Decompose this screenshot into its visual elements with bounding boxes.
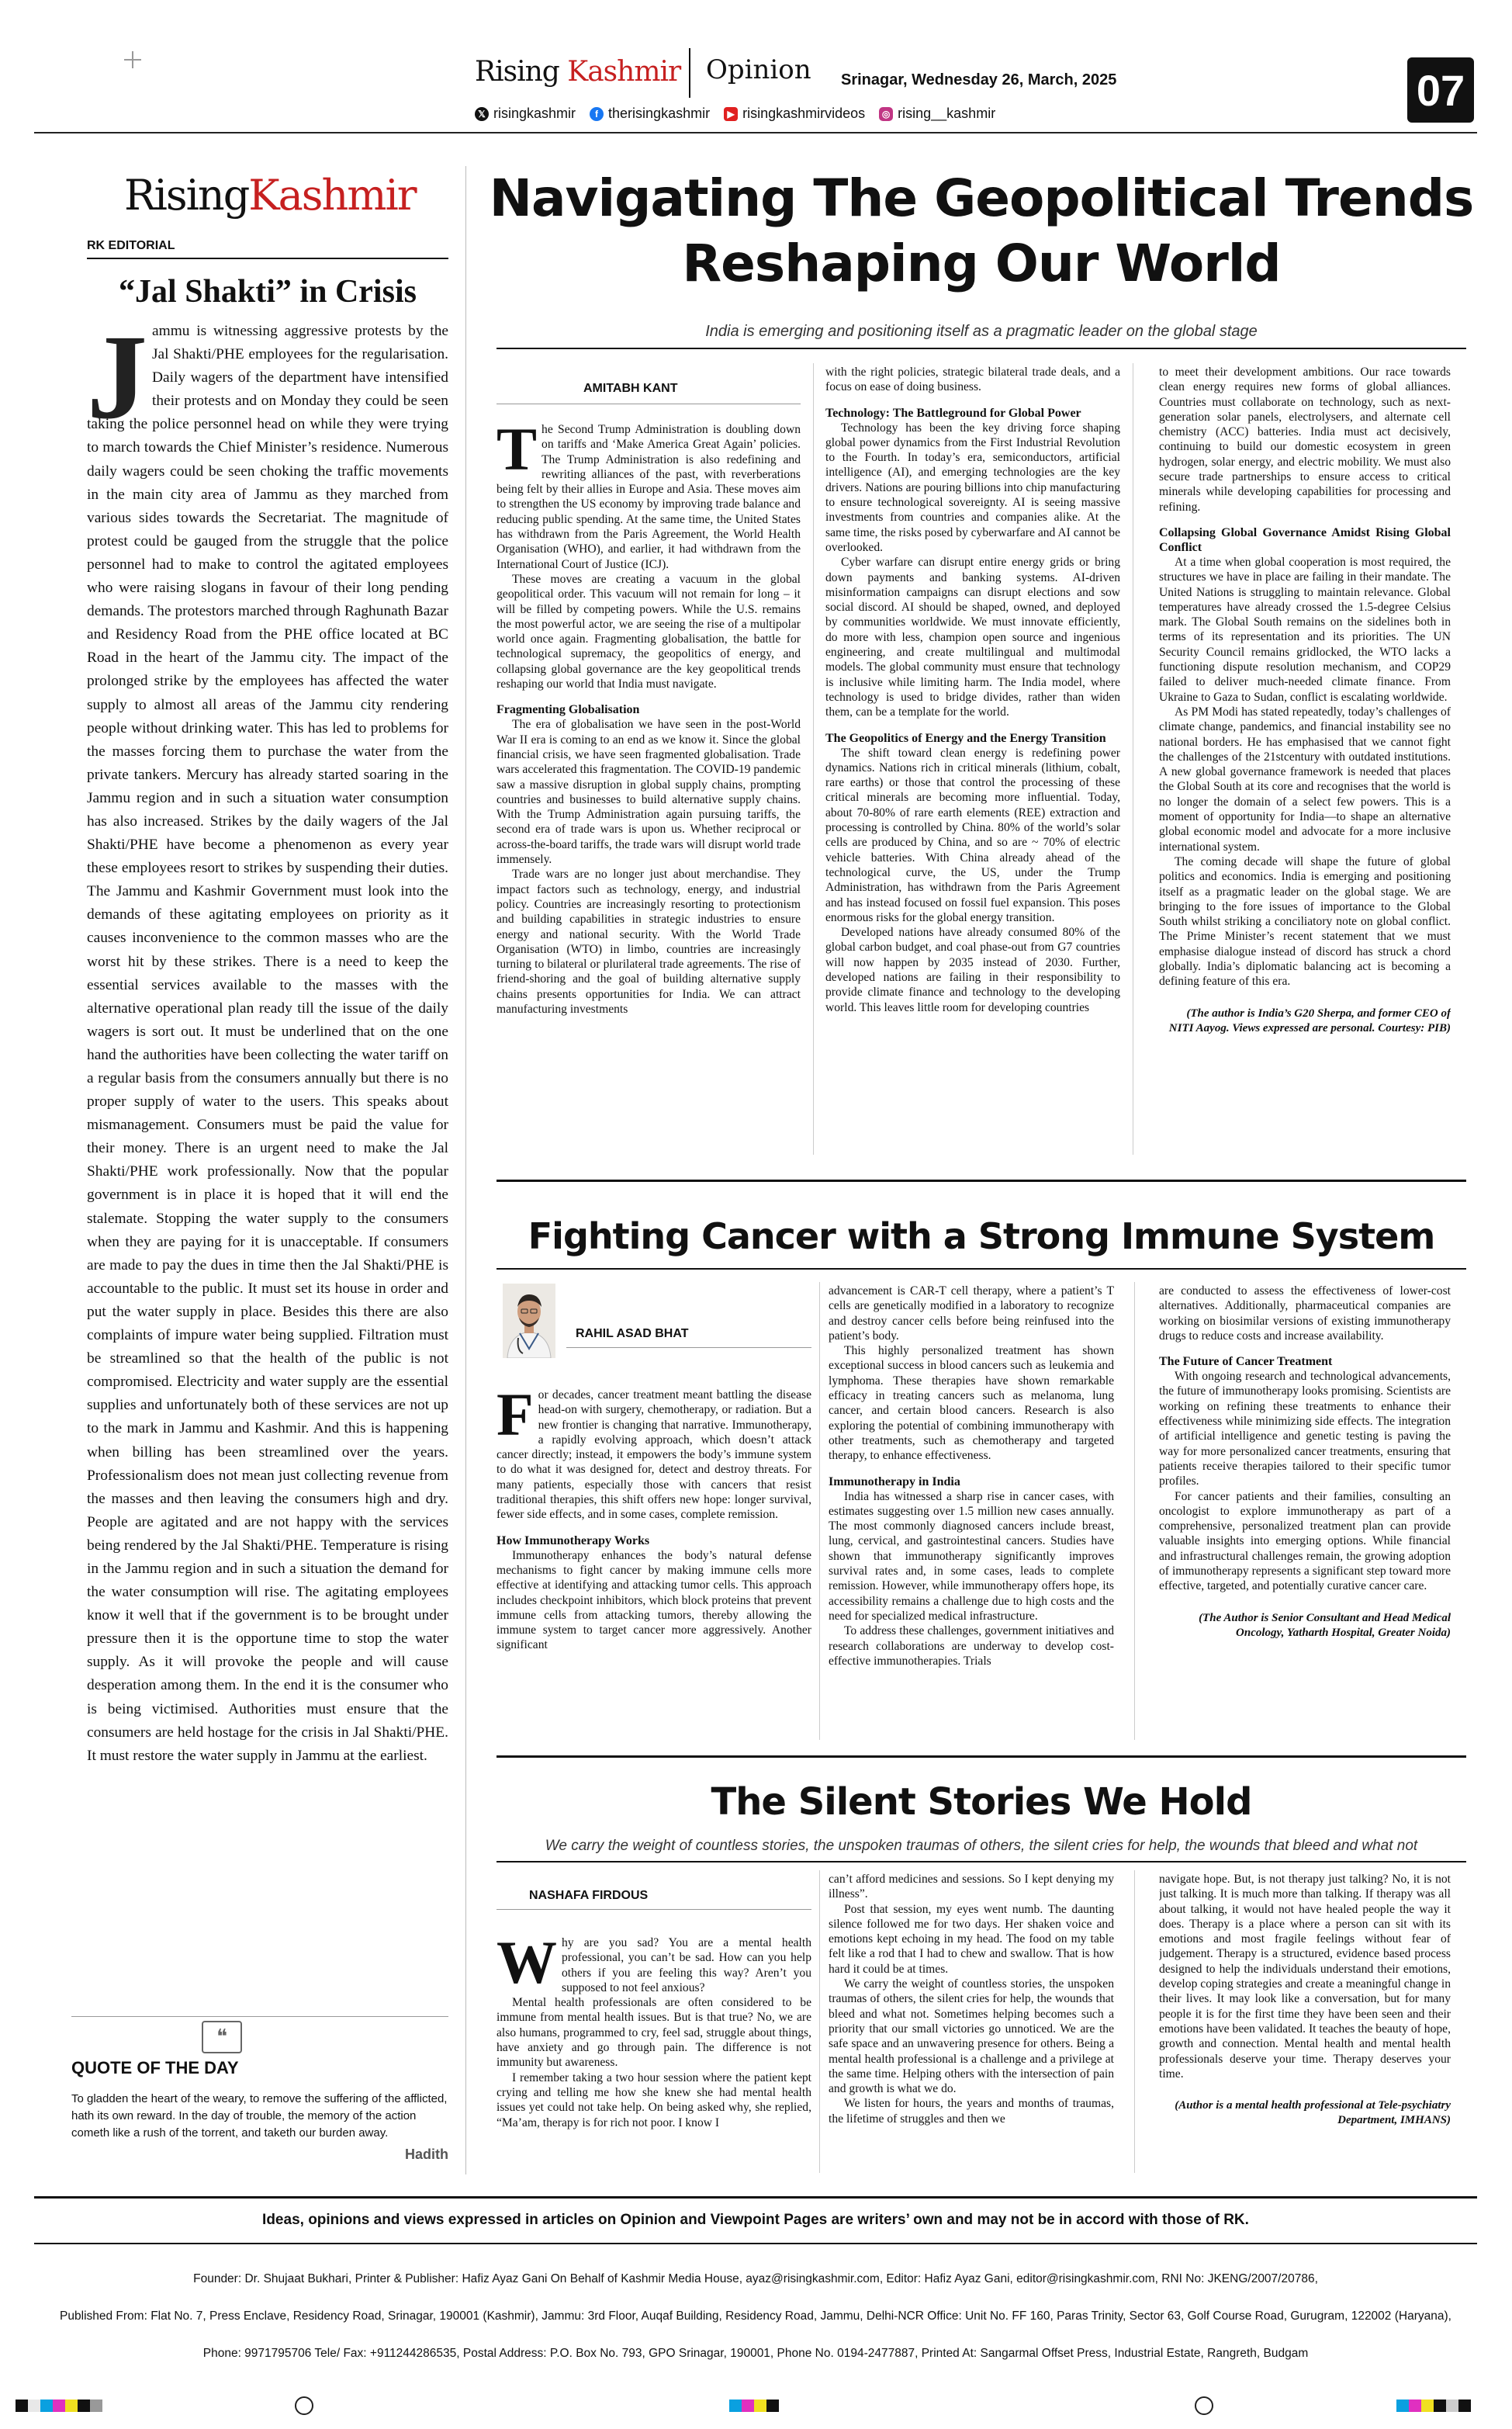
paragraph: Trade wars are no longer just about merchandise. They impact factors such as technology, energy, and industrial policy. Countries are increasingly resorting to protectionism and building capabilities in strategic industries to ensure energy and national security. With the World Trade Organisation (WTO) in limbo, countries are increasingly turning to bilateral or plurilateral trade agreements. The rise of friend-shoring and the goal of building alternative supply chains presents opportunities for India. We can attract manufacturing investments <box>497 868 801 1016</box>
paragraph: Post that session, my eyes went numb. The daunting silence followed me for two days. Her shaken voice and emotions kept echoing in my head. The food on my table felt like a rod that I had to chew and swallow. That is how hard it could be at times. <box>829 1902 1114 1976</box>
article2-byline: RAHIL ASAD BHAT <box>576 1327 689 1340</box>
article2-col2 <box>829 1284 1114 1741</box>
paragraph: advancement is CAR-T cell therapy, where a patient’s T cells are genetically modified in a laboratory to recognize and destroy cancer cells before being reinfused into the patient’s body. <box>829 1284 1114 1343</box>
paragraph: with the right policies, strategic bilateral trade deals, and a focus on ease of doing business. <box>825 366 1120 394</box>
article2-rule <box>497 1268 1466 1270</box>
header-divider <box>689 48 690 98</box>
social-handle: risingkashmirvideos <box>742 106 866 121</box>
paragraph: navigate hope. But, is not therapy just talking? No, it is not just talking. It is much more than talking. If therapy was all about talking, it would not have healed people the way it does. Therapy is a place where a person can sit with its emotions and most fragile feelings without fear of judgement. Therapy is a structured, evidence based process designed to help the individuals understand their emotions, develop coping strategies and create a meaningful change in their lives. It may look like a conversation, but for many people it is for the first time they have been seen and their emotions have been validated. It teaches the beauty of hope, growth and connection. Mental health and mental health professionals deserve your time. Therapy deserves your time. <box>1159 1873 1451 2081</box>
logo-kashmir: Kashmir <box>248 171 416 220</box>
column-divider <box>819 1870 820 2173</box>
footer-line-founder: Founder: Dr. Shujaat Bukhari, Printer & Publisher: Hafiz Ayaz Gani On Behalf of Kashmir Media House, ayaz@risingkashmir.com, Editor: Hafiz Ayaz Gani, editor@risingkashmir.com, RNI No: JKENG/2007/20786, <box>193 2272 1318 2285</box>
print-color-bar-center <box>729 2400 779 2412</box>
article1-title: Navigating The Geopolitical Trends Reshaping Our World <box>489 168 1474 293</box>
footer-rule <box>34 2196 1477 2199</box>
paragraph: or decades, cancer treatment meant battling the disease head-on with surgery, chemotherapy, or radiation. But a new frontier is changing that narrative. Immunotherapy, a rapidly evolving approach, which doesn’t attack cancer directly; instead, it empowers the body’s immune system to do what it was designed for, detect and destroy threats. For many patients, especially those with cancers that resist traditional therapies, this shift offers new hope: longer survival, fewer side effects, and in some cases, complete remission. <box>497 1388 811 1522</box>
x-icon: 𝕏 <box>475 107 489 121</box>
masthead-brand <box>475 56 680 88</box>
article3-rule <box>497 1861 1466 1862</box>
facebook-icon: f <box>590 107 604 121</box>
footer-disclaimer: Ideas, opinions and views expressed in articles on Opinion and Viewpoint Pages are writers’ own and may not be in accord with those of RK. <box>262 2212 1249 2228</box>
paragraph: We carry the weight of countless stories, the unspoken traumas of others, the silent cries for help, the wounds that bleed and what not. Sometimes helping becomes such a priority that our small victories go unnoticed. We are the safe space and an unwavering presence for others. Being a mental health professional is a challenge and a privilege at the same time. Helping others with the intersection of pain and growth is what we do. <box>829 1977 1114 2096</box>
social-instagram[interactable] <box>879 106 995 122</box>
article1-col1 <box>497 422 801 1156</box>
subheading: Fragmenting Globalisation <box>497 703 640 717</box>
article3-title: The Silent Stories We Hold <box>711 1780 1252 1824</box>
paragraph: The coming decade will shape the future of global politics and economics. India is emerging and positioning itself as a pragmatic leader on the global stage. We are bringing to the fore issues of importance to the Global South whilst striking a conciliatory note on global conflict. The Prime Minister’s recent statement that we must emphasise dialogue instead of discord has struck a chord globally. India’s diplomatic balancing act is becoming a defining feature of this era. <box>1159 854 1451 989</box>
article3-subtitle: We carry the weight of countless stories, the unspoken traumas of others, the silent cries for help, the wounds that bleed and what not <box>545 1838 1418 1854</box>
article2-dropcap: F <box>497 1388 534 1448</box>
social-handle: risingkashmir <box>493 106 576 121</box>
registration-mark <box>1195 2396 1213 2415</box>
paragraph: can’t afford medicines and sessions. So I kept denying my illness”. <box>829 1873 1114 1901</box>
article3-col2 <box>829 1872 1114 2174</box>
print-color-bar-right <box>1396 2400 1471 2412</box>
brand-rising: Rising <box>475 56 559 88</box>
article2-title: Fighting Cancer with a Strong Immune System <box>528 1215 1435 1257</box>
page-number: 07 <box>1407 57 1474 123</box>
editorial-text: ammu is witnessing aggressive protests by the Jal Shakti/PHE employees for the regularisation. Daily wagers of the department have intensified their protests and on Monday they could be seen taking the police personnel head on while they were trying to march towards the Chief Minister’s residence. Numerous daily wagers could be seen choking the traffic movements in the main city area of Jammu as they marched from various sides towards the Secretariat. The magnitude of protest could be gauged from the struggle that the police personnel had to make to control the agitated employees who were raising slogans in favour of their long pending demands. The protestors marched through Raghunath Bazar and Residency Road from the PHE office located at BC Road in the heart of the Jammu city. The impact of the prolonged strike by the employees has affected the water supply to almost all areas of the Jammu city rendering people without drinking water. This has led to problems for the masses forcing them to purchase the water from the private tankers. Mercury has already started soaring in the Jammu region and in such a situation water consumption has also increased. Strikes by the daily wagers of the Jal Shakti/PHE have become a phenomenon as every year these employees resort to strikes by suspending their duties. The Jammu and Kashmir Government must look into the demands of these agitating employees on priority as it causes inconvenience to the common masses who are the worst hit by these strikes. There is a need to keep the essential services available to the masses with the alternative operational plan ready till the issue of the daily wagers is sort out. It must be underlined that on the one hand the authorities have been collecting the water tariff on a regular basis from the consumers annually but there is no proper supply of water to the users. This speaks about mismanagement. Consumers must be paid the value for their money. There is an urgent need to make the Jal Shakti/PHE work professionally. Now that the popular government is in place it is hoped that it will end the stalemate. Stopping the water supply to the consumers when they are paying for it is unacceptable. If consumers are made to pay the dues in time then the Jal Shakti/PHE is accountable to the public. It must set its house in order and put the water supply in place. Besides this there are also complaints of impure water being supplied. Filtration must be streamlined so that the health of the public is not compromised. Electricity and water supply are the essential supplies and unfortunately both of these services are not up to the mark in Jammu and Kashmir. And this is happening when billing has been streamlined over the years. Professionalism does not mean just collecting revenue from the masses and then leaving the consumers high and dry. People are agitated and are not happy with the services being rendered by the Jal Shakti/PHE. Temperature is rising in the Jammu region and in such a situation the demand for the water consumption will rise. The agitating employees know it well that if the government is to be brought under pressure then it is the opportune time to stop the water supply. As it will provoke the people and will cause desperation among them. In the end it is the consumer who is being victimised. Authorities must ensure that the consumers are held hostage for the crisis in Jal Shakti/PHE. It must restore the water supply in Jammu at the earliest. <box>87 323 448 1764</box>
editorial-rule <box>87 258 448 259</box>
instagram-icon: ◎ <box>879 107 893 121</box>
paragraph: India has witnessed a sharp rise in cancer cases, with estimates suggesting over 1.5 million new cases annually. The most commonly diagnosed cancers include breast, lung, cervical, and gastrointestinal cancers. Studies have shown that immunotherapy significantly improves survival rates and, in some cases, leads to complete remission. However, while immunotherapy offers hope, its accessibility remains a challenge due to high costs and the need for specialized medical infrastructure. <box>829 1489 1114 1623</box>
subheading: How Immunotherapy Works <box>497 1533 650 1547</box>
article1-byline: AMITABH KANT <box>583 382 678 395</box>
paragraph: I remember taking a two hour session where the patient kept crying and telling me how she knew she had mental health issues yet could not take help. On being asked why, she replied, “Ma’am, therapy is for rich not poor. I know I <box>497 2070 811 2129</box>
article3-credit: (Author is a mental health professional at Tele-psychiatry Department, IMHANS) <box>1175 2099 1451 2127</box>
subheading: Technology: The Battleground for Global Power <box>825 406 1081 420</box>
paragraph: hy are you sad? You are a mental health professional, you can’t be sad. How can you help others if you are feeling this way? Aren’t you supposed to not feel anxious? <box>562 1936 811 1994</box>
column-divider <box>813 363 814 1155</box>
article3-col1 <box>497 1935 811 2171</box>
quote-title: QUOTE OF THE DAY <box>71 2058 239 2077</box>
article2-credit: (The Author is Senior Consultant and Head Medical Oncology, Yatharth Hospital, Greater Noida) <box>1199 1611 1451 1639</box>
quote-text: To gladden the heart of the weary, to remove the suffering of the afflicted, hath its own reward. In the day of trouble, the memory of the action cometh like a rush of the torrent, and taketh our burden away. <box>71 2092 448 2140</box>
article1-credit: (The author is India’s G20 Sherpa, and former CEO of NITI Aayog. Views expressed are personal. Courtesy: PIB) <box>1168 1007 1451 1034</box>
column-divider <box>819 1282 820 1740</box>
social-youtube[interactable] <box>724 106 865 122</box>
editorial-body <box>87 320 448 2008</box>
article1-rule <box>497 348 1466 349</box>
section-rule <box>497 1180 1466 1182</box>
social-links <box>475 106 995 122</box>
article2-col3 <box>1159 1284 1451 1741</box>
article3-col3 <box>1159 1872 1451 2174</box>
editorial-tag: RK EDITORIAL <box>87 239 175 252</box>
article2-col1 <box>497 1388 811 1745</box>
paragraph: This highly personalized treatment has shown exceptional success in blood cancers such as leukemia and lymphoma. These therapies have shown remarkable efficacy in treating cancers such as melanoma, lung cancer, and certain blood cancers. Research is also exploring the potential of combining immunotherapy with other treatments, such as chemotherapy and targeted therapy, to enhance effectiveness. <box>829 1344 1114 1463</box>
editorial-logo <box>124 171 416 220</box>
print-mark-crosshair <box>124 51 141 68</box>
subheading: The Future of Cancer Treatment <box>1159 1355 1333 1369</box>
author-portrait <box>503 1284 555 1358</box>
section-name: Opinion <box>706 54 811 85</box>
paragraph: These moves are creating a vacuum in the global geopolitical order. This vacuum will not remain for long – it will be filled by competing powers. While the U.S. remains the most powerful actor, we are seeing the rise of a multipolar world once again. Fragmenting globalisation, the battle for technological supremacy, the geopolitics of energy, and collapsing global governance are the key geopolitical trends reshaping our world that India must navigate. <box>497 572 801 691</box>
quote-author: Hadith <box>405 2147 448 2162</box>
paragraph: As PM Modi has stated repeatedly, today’s challenges of climate change, pandemics, and financial instability see no national borders. He has emphasised that we cannot fight the challenges of the 21stcentury with outdated institutions. A new global governance framework is needed that places the Global South at its core and recognises that the world is no longer the domain of a select few powers. This is a moment of opportunity for India—to shape an alternative global economic model and advocate for a more inclusive international system. <box>1159 705 1451 854</box>
paragraph: Immunotherapy enhances the body’s natural defense mechanisms to fight cancer by making immune cells more effective at identifying and attacking tumor cells. This approach includes checkpoint inhibitors, which block proteins that prevent immune cells from attacking tumors, thereby allowing the immune system to target cancer more aggressively. Another significant <box>497 1548 811 1652</box>
subheading: Immunotherapy in India <box>829 1474 960 1488</box>
print-color-bar-left <box>16 2400 102 2412</box>
subheading: The Geopolitics of Energy and the Energy Transition <box>825 731 1106 745</box>
quote-rule <box>71 2016 448 2017</box>
article3-dropcap: W <box>497 1935 557 1996</box>
column-divider <box>465 166 466 2174</box>
paragraph: The era of globalisation we have seen in the post-World War II era is coming to an end as we know it. Since the global financial crisis, we have seen fragmented globalisation. Trade wars accelerated this fragmentation. The COVID-19 pandemic saw a massive disruption in global supply chains, prompting countries and businesses to build alternative supply chains. With the Trump Administration again pursuing tariffs, the second era of trade wars is upon us. Whether reciprocal or across-the-board tariffs, the trade wars will disrupt world trade immensely. <box>497 718 801 867</box>
quote-icon: ❝ <box>202 2021 242 2053</box>
paragraph: We listen for hours, the years and months of traumas, the lifetime of struggles and then we <box>829 2097 1114 2126</box>
paragraph: Developed nations have already consumed 80% of the global carbon budget, and coal phase-out from G7 countries will now happen by 2035 instead of 2030. Further, developed nations are failing in their responsibility to provide climate finance and technology to the developing world. This leaves little room for developing countries <box>825 926 1120 1014</box>
byline-rule <box>497 1909 811 1910</box>
paragraph: For cancer patients and their families, consulting an oncologist to explore immunotherapy as part of a comprehensive, personalized treatment plan can provide valuable insights into emerging options. While financial and infrastructural challenges remain, the growing adoption of immunotherapy represents a significant step toward more effective, targeted, and potentially curative cancer care. <box>1159 1489 1451 1593</box>
subheading: Collapsing Global Governance Amidst Rising Global Conflict <box>1159 525 1451 554</box>
byline-rule <box>566 1347 811 1348</box>
column-divider <box>1134 1870 1135 2173</box>
paragraph: The shift toward clean energy is redefining power dynamics. Nations rich in critical minerals (lithium, cobalt, rare earths) or those that control the processing of these critical minerals are becoming more influential. Today, about 70-80% of rare earth elements (REE) extraction and processing is controlled by China. 80% of the world’s solar cells are produced by China, and so are ~ 70% of electric vehicle batteries. With China already ahead of the technological curve, the US, under the Trump Administration, has withdrawn from the Paris Agreement and has instead focused on fossil fuel expansion. This poses enormous risks for the global energy transition. <box>825 746 1120 924</box>
article3-byline: NASHAFA FIRDOUS <box>529 1889 649 1902</box>
editorial-dropcap: J <box>87 310 147 444</box>
article1-col2 <box>825 365 1120 1156</box>
header-rule <box>34 132 1477 133</box>
footer-line-contact: Phone: 9971795706 Tele/ Fax: +911244286535, Postal Address: P.O. Box No. 793, GPO Srinagar, 190001, Phone No. 0194-2477887, Printed At: Sangarmal Offset Press, Industrial Estate, Rangreth, Budgam <box>202 2347 1309 2360</box>
paragraph: Technology has been the key driving force shaping global power dynamics from the First Industrial Revolution to the Fourth. In today’s era, semiconductors, artificial intelligence (AI), and emerging technologies are the key drivers. Nations are pouring billions into chip manufacturing to ensure technological sovereignty. AI is seeing massive investments from countries and companies alike. At the same time, the risks posed by cyberwarfare and AI cannot be overlooked. <box>825 421 1120 554</box>
paragraph: At a time when global cooperation is most required, the structures we have in place are failing in their mandate. The United Nations is struggling to maintain relevance. Global temperatures have already crossed the 1.5-degree Celsius mark. The Global South remains on the sidelines both in terms of its representation and its priorities. The UN Security Council remains gridlocked, the WTO lacks a functioning dispute resolution mechanism, and COP29 failed to deliver much-needed climate finance. From Ukraine to Gaza to Sudan, conflict is escalating worldwide. <box>1159 555 1451 704</box>
footer-line-address: Published From: Flat No. 7, Press Enclave, Residency Road, Srinagar, 190001 (Kashmir), Jammu: 3rd Floor, Auqaf Building, Residency Road, Jammu, Delhi-NCR Office: Unit No. FF 160, Paras Trinity, Sector 63, Golf Course Road, Gurugram, 122002 (Haryana), <box>60 2309 1451 2323</box>
social-handle: rising__kashmir <box>898 106 996 121</box>
brand-kashmir: Kashmir <box>567 56 681 88</box>
paragraph: With ongoing research and technological advancements, the future of immunotherapy looks promising. Scientists are working on refining these treatments to enhance their effectiveness while minimizing side effects. The integration of artificial intelligence and genetic testing is paving the way for more personalized cancer treatments, ensuring that patients receive therapies tailored to their specific tumor profiles. <box>1159 1370 1451 1488</box>
youtube-icon: ▶ <box>724 107 738 121</box>
logo-rising: Rising <box>124 171 249 220</box>
article1-subtitle: India is emerging and positioning itself as a pragmatic leader on the global stage <box>705 323 1258 340</box>
social-handle: therisingkashmir <box>608 106 711 121</box>
social-x[interactable] <box>475 106 576 122</box>
issue-date: Srinagar, Wednesday 26, March, 2025 <box>841 71 1117 88</box>
section-rule <box>497 1755 1466 1758</box>
paragraph: to meet their development ambitions. Our race towards clean energy requires new forms of global alliances. Countries must collaborate on technology, such as next-generation solar panels, electrolysers, and alternate cell chemistry (ACC) batteries. India must act decisively, continuing to build our domestic ecosystem in green hydrogen, solar energy, and electric mobility. We must also secure trade partnerships to ensure access to critical minerals while developing capabilities for processing and refining. <box>1159 366 1451 514</box>
registration-mark <box>295 2396 313 2415</box>
footer-rule <box>34 2243 1477 2244</box>
paragraph: Cyber warfare can disrupt entire energy grids or bring down payments and banking systems. AI-driven misinformation campaigns can disrupt elections and sow social discord. AI should be shaped, owned, and deployed by communities worldwide. We must innovate efficiently, do more with less, champion open source and ingenious engineering, and create multilingual and multimodal models. The global community must ensure that technology is inclusive while limiting harm. The India model, where technology is used to bridge divides, rather than widen them, can be a template for the world. <box>825 556 1120 719</box>
paragraph: he Second Trump Administration is doubling down on tariffs and ‘Make America Great Again’ policies. The Trump Administration is also redefining and rewriting alliances of the past, with reverberations being felt by their allies in Europe and Asia. These moves aim to strengthen the US economy by improving trade balance and reducing public spending. At the same time, the United States has withdrawn from the Paris Agreement, the World Health Organisation (WHO), and earlier, it had withdrawn from the International Court of Justice (ICJ). <box>497 423 801 571</box>
paragraph: To address these challenges, government initiatives and research collaborations are underway to develop cost-effective immunotherapies. Trials <box>829 1624 1114 1668</box>
social-facebook[interactable] <box>590 106 710 122</box>
paragraph: Mental health professionals are often considered to be immune from mental health issues. But is that true? No, we are also humans, programmed to cry, feel sad, struggle about things, have anxiety and go through pain. The difference is not immunity but awareness. <box>497 1996 811 2070</box>
article1-dropcap: T <box>497 422 538 483</box>
author-photo <box>503 1284 555 1358</box>
paragraph: are conducted to assess the effectiveness of lower-cost alternatives. Additionally, pharmaceutical companies are working on biosimilar versions of existing immunotherapy drugs to reduce costs and increase availability. <box>1159 1284 1451 1343</box>
column-divider <box>1134 1282 1135 1740</box>
article1-col3 <box>1159 365 1451 1172</box>
editorial-title: “Jal Shakti” in Crisis <box>119 274 417 310</box>
